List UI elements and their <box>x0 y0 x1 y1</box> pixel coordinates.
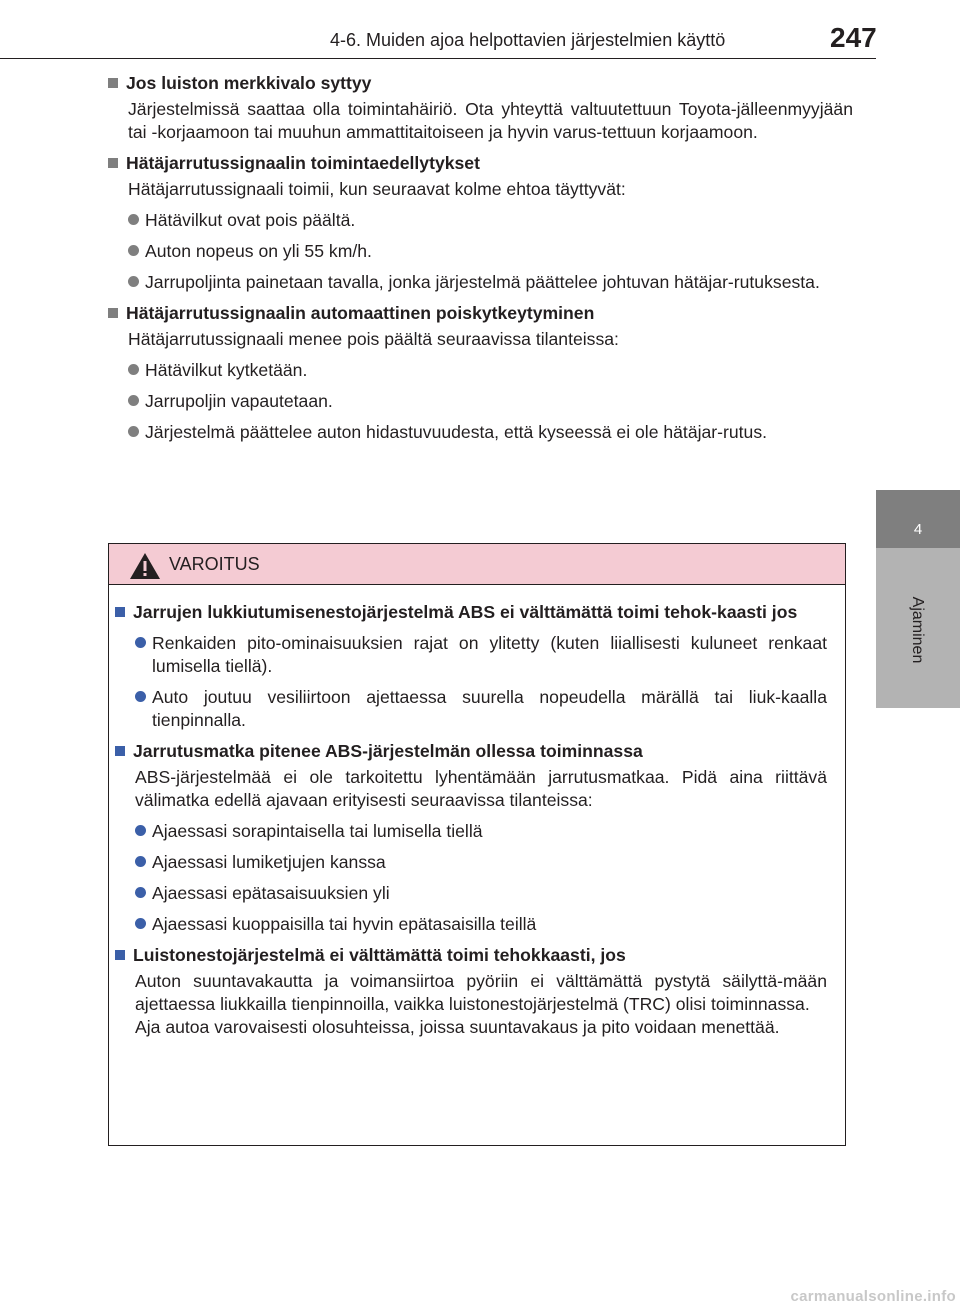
chapter-label: Ajaminen <box>909 596 926 664</box>
list-item: Ajaessasi kuoppaisilla tai hyvin epätasaisilla teillä <box>135 913 827 936</box>
circle-bullet-icon <box>135 887 146 898</box>
warning-section-luistonesto <box>115 944 827 1039</box>
section-text: Hätäjarrutussignaali menee pois päältä seuraavissa tilanteissa: <box>128 329 619 349</box>
square-bullet-icon <box>108 158 118 168</box>
section-heading: Hätäjarrutussignaalin automaattinen poiskytkeytyminen <box>108 302 853 325</box>
list-item: Jarrupoljinta painetaan tavalla, jonka järjestelmä päättelee johtuvan hätäjar-rutuksesta. <box>128 271 853 294</box>
circle-bullet-icon <box>128 395 139 406</box>
section-luiston-merkkivalo <box>108 72 853 144</box>
warning-text: Auton suuntavakautta ja voimansiirtoa pyöriin ei välttämättä pystytä säilyttä-mään ajettaessa liukkailla tienpinnoilla, vaikka luistonestojärjestelmä (TRC) olisi toiminnassa. <box>135 971 827 1014</box>
list-item: Auton nopeus on yli 55 km/h. <box>128 240 853 263</box>
warning-title: VAROITUS <box>169 554 260 574</box>
warning-body <box>109 585 845 1039</box>
circle-bullet-icon <box>135 825 146 836</box>
circle-bullet-icon <box>135 637 146 648</box>
chapter-label-box <box>877 587 957 673</box>
warning-header <box>109 544 845 585</box>
square-bullet-icon <box>108 78 118 88</box>
chapter-tab <box>876 490 960 548</box>
warning-section-jarrutusmatka <box>115 740 827 936</box>
section-heading: Hätäjarrutussignaalin toimintaedellytykset <box>108 152 853 175</box>
circle-bullet-icon <box>135 856 146 867</box>
warning-heading: Luistonestojärjestelmä ei välttämättä toimi tehokkaasti, jos <box>115 944 827 967</box>
list-item: Auto joutuu vesiliirtoon ajettaessa suurella nopeudella märällä tai liuk-kaalla tienpinnalla. <box>135 686 827 732</box>
header-rule <box>0 58 876 59</box>
section-heading: Jos luiston merkkivalo syttyy <box>108 72 853 95</box>
list-item: Järjestelmä päättelee auton hidastuvuudesta, että kyseessä ei ole hätäjar-rutus. <box>128 421 853 444</box>
circle-bullet-icon <box>128 276 139 287</box>
circle-bullet-icon <box>128 364 139 375</box>
circle-bullet-icon <box>128 426 139 437</box>
square-bullet-icon <box>115 950 125 960</box>
square-bullet-icon <box>115 607 125 617</box>
header-title: 4-6. Muiden ajoa helpottavien järjestelmien käyttö <box>330 30 726 50</box>
list-item: Renkaiden pito-ominaisuuksien rajat on ylitetty (kuten liiallisesti kuluneet renkaat lumisella tiellä). <box>135 632 827 678</box>
list-item: Ajaessasi sorapintaisella tai lumisella tiellä <box>135 820 827 843</box>
warning-text: Aja autoa varovaisesti olosuhteissa, joissa suuntavakaus ja pito voidaan menettää. <box>135 1017 780 1037</box>
section-text: Hätäjarrutussignaali toimii, kun seuraavat kolme ehtoa täyttyvät: <box>128 179 626 199</box>
warning-triangle-icon <box>129 552 161 580</box>
warning-heading: Jarrutusmatka pitenee ABS-järjestelmän ollessa toiminnassa <box>115 740 827 763</box>
warning-section-abs <box>115 601 827 732</box>
main-content <box>108 72 853 444</box>
circle-bullet-icon <box>135 918 146 929</box>
page-number: 247 <box>830 22 877 53</box>
circle-bullet-icon <box>128 245 139 256</box>
warning-box <box>108 543 846 1146</box>
list-item: Jarrupoljin vapautetaan. <box>128 390 853 413</box>
section-text: Järjestelmissä saattaa olla toimintahäiriö. Ota yhteyttä valtuutettuun Toyota-jälleenmyyjään tai -korjaamoon tai muuhun ammattitaitoiseen ja hyvin varus-tettuun korjaamoon. <box>128 99 853 142</box>
warning-text: ABS-järjestelmää ei ole tarkoitettu lyhentämään jarrutusmatkaa. Pidä aina riittävä välimatka edellä ajavaan erityisesti seuraavissa tilanteissa: <box>135 767 827 810</box>
square-bullet-icon <box>115 746 125 756</box>
list-item: Hätävilkut ovat pois päältä. <box>128 209 853 232</box>
circle-bullet-icon <box>128 214 139 225</box>
section-poiskytkeytyminen <box>108 302 853 444</box>
watermark: carmanualsonline.info <box>790 1288 956 1305</box>
list-item: Ajaessasi lumiketjujen kanssa <box>135 851 827 874</box>
list-item: Ajaessasi epätasaisuuksien yli <box>135 882 827 905</box>
square-bullet-icon <box>108 308 118 318</box>
list-item: Hätävilkut kytketään. <box>128 359 853 382</box>
chapter-number: 4 <box>913 521 923 538</box>
circle-bullet-icon <box>135 691 146 702</box>
warning-heading: Jarrujen lukkiutumisenestojärjestelmä ABS ei välttämättä toimi tehok-kaasti jos <box>115 601 827 624</box>
section-toimintaedellytykset <box>108 152 853 294</box>
